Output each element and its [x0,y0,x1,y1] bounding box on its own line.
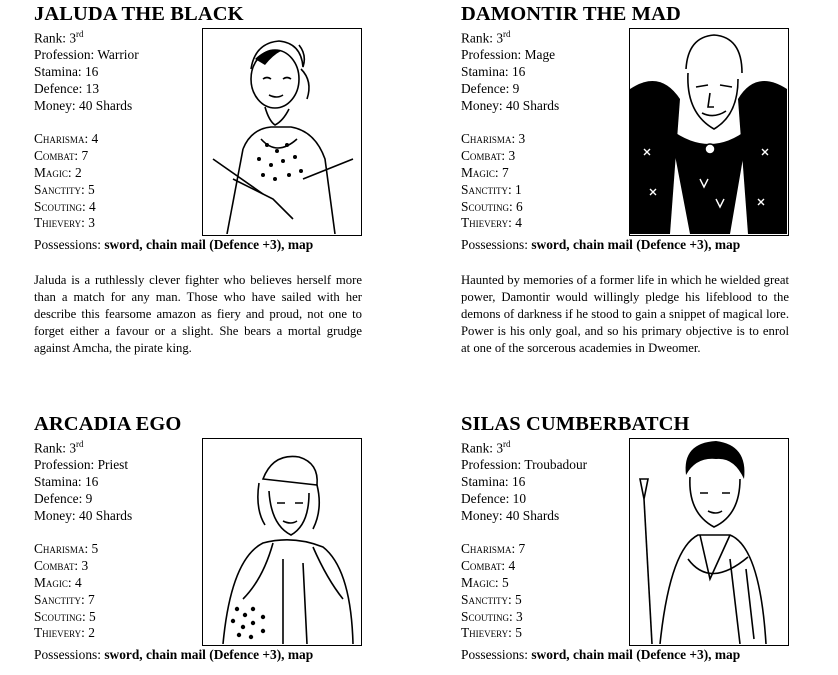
possessions-line [34,237,313,253]
character-card-silas [461,413,801,662]
charisma-line: Charisma: 3 [461,131,526,147]
money-line: Money: 40 Shards [461,97,560,113]
charisma-line: Charisma: 4 [34,131,99,147]
character-name: ARCADIA EGO [34,413,182,435]
rank-suffix: rd [76,439,84,449]
combat-line: Combat: 3 [34,558,89,574]
money-line: Money: 40 Shards [34,97,133,113]
profession-line: Profession: Troubadour [461,457,588,473]
possessions-line [461,647,740,663]
rank-suffix: rd [503,439,511,449]
defence-line: Defence: 9 [34,490,93,506]
stamina-line: Stamina: 16 [34,474,99,490]
sanctity-line: Sanctity: 5 [461,591,522,607]
thievery-line: Thievery: 4 [461,215,522,231]
character-portrait [202,438,362,646]
possessions-line [461,237,740,253]
character-name: SILAS CUMBERBATCH [461,413,690,435]
scouting-line: Scouting: 5 [34,608,96,624]
sanctity-line: Sanctity: 5 [34,181,95,197]
profession-line: Profession: Warrior [34,47,139,63]
possessions-label: Possessions: [461,237,532,252]
possessions-label: Possessions: [34,237,105,252]
profession-line: Profession: Mage [461,47,556,63]
character-portrait [629,28,789,236]
combat-line: Combat: 7 [34,148,89,164]
rank-suffix: rd [76,29,84,39]
possessions-value: sword, chain mail (Defence +3), map [531,647,741,662]
possessions-value: sword, chain mail (Defence +3), map [104,237,314,252]
money-line: Money: 40 Shards [461,507,560,523]
charisma-line: Charisma: 7 [461,541,526,557]
magic-line: Magic: 2 [34,165,82,181]
character-description: Haunted by memories of a former life in which he wielded great power, Damontir would willingly pledge his lifeblood to the demons of darkness if he stood to gain a snippet of magical lore. Power is his only goal, and so his primary objective is to enrol at one of the sorcerous academies in Dweomer. [461,273,789,355]
possessions-line [34,647,313,663]
rank-value: 3 [496,30,504,46]
character-portrait [202,28,362,236]
sanctity-line: Sanctity: 7 [34,591,95,607]
rank-label: Rank: [34,30,70,46]
rank-label: Rank: [34,440,70,456]
character-name: DAMONTIR THE MAD [461,3,681,25]
possessions-label: Possessions: [34,647,105,662]
combat-line: Combat: 3 [461,148,516,164]
character-card-arcadia [34,413,374,662]
rank-suffix: rd [503,29,511,39]
thievery-line: Thievery: 5 [461,625,522,641]
sanctity-line: Sanctity: 1 [461,181,522,197]
scouting-line: Scouting: 4 [34,198,96,214]
defence-line: Defence: 13 [34,80,100,96]
character-portrait [629,438,789,646]
stamina-line: Stamina: 16 [461,474,526,490]
magic-line: Magic: 5 [461,575,509,591]
profession-line: Profession: Priest [34,457,129,473]
character-card-damontir [461,3,801,355]
combat-line: Combat: 4 [461,558,516,574]
scouting-line: Scouting: 6 [461,198,523,214]
magic-line: Magic: 7 [461,165,509,181]
character-description: Jaluda is a ruthlessly clever fighter who believes herself more than a match for any man. Those who have sailed with her describe this fearsome amazon as fiery and proud, not one to forget either a favour or a slight. She bears a mortal grudge against Amcha, the pirate king. [34,273,362,355]
rank-value: 3 [496,440,504,456]
character-name: JALUDA THE BLACK [34,3,244,25]
magic-line: Magic: 4 [34,575,82,591]
rank-label: Rank: [461,30,497,46]
charisma-line: Charisma: 5 [34,541,99,557]
thievery-line: Thievery: 2 [34,625,95,641]
defence-line: Defence: 9 [461,80,520,96]
defence-line: Defence: 10 [461,490,527,506]
money-line: Money: 40 Shards [34,507,133,523]
stamina-line: Stamina: 16 [461,64,526,80]
rank-value: 3 [69,440,77,456]
stamina-line: Stamina: 16 [34,64,99,80]
character-card-jaluda [34,3,374,355]
rank-value: 3 [69,30,77,46]
thievery-line: Thievery: 3 [34,215,95,231]
rank-label: Rank: [461,440,497,456]
possessions-value: sword, chain mail (Defence +3), map [104,647,314,662]
possessions-value: sword, chain mail (Defence +3), map [531,237,741,252]
possessions-label: Possessions: [461,647,532,662]
scouting-line: Scouting: 3 [461,608,523,624]
